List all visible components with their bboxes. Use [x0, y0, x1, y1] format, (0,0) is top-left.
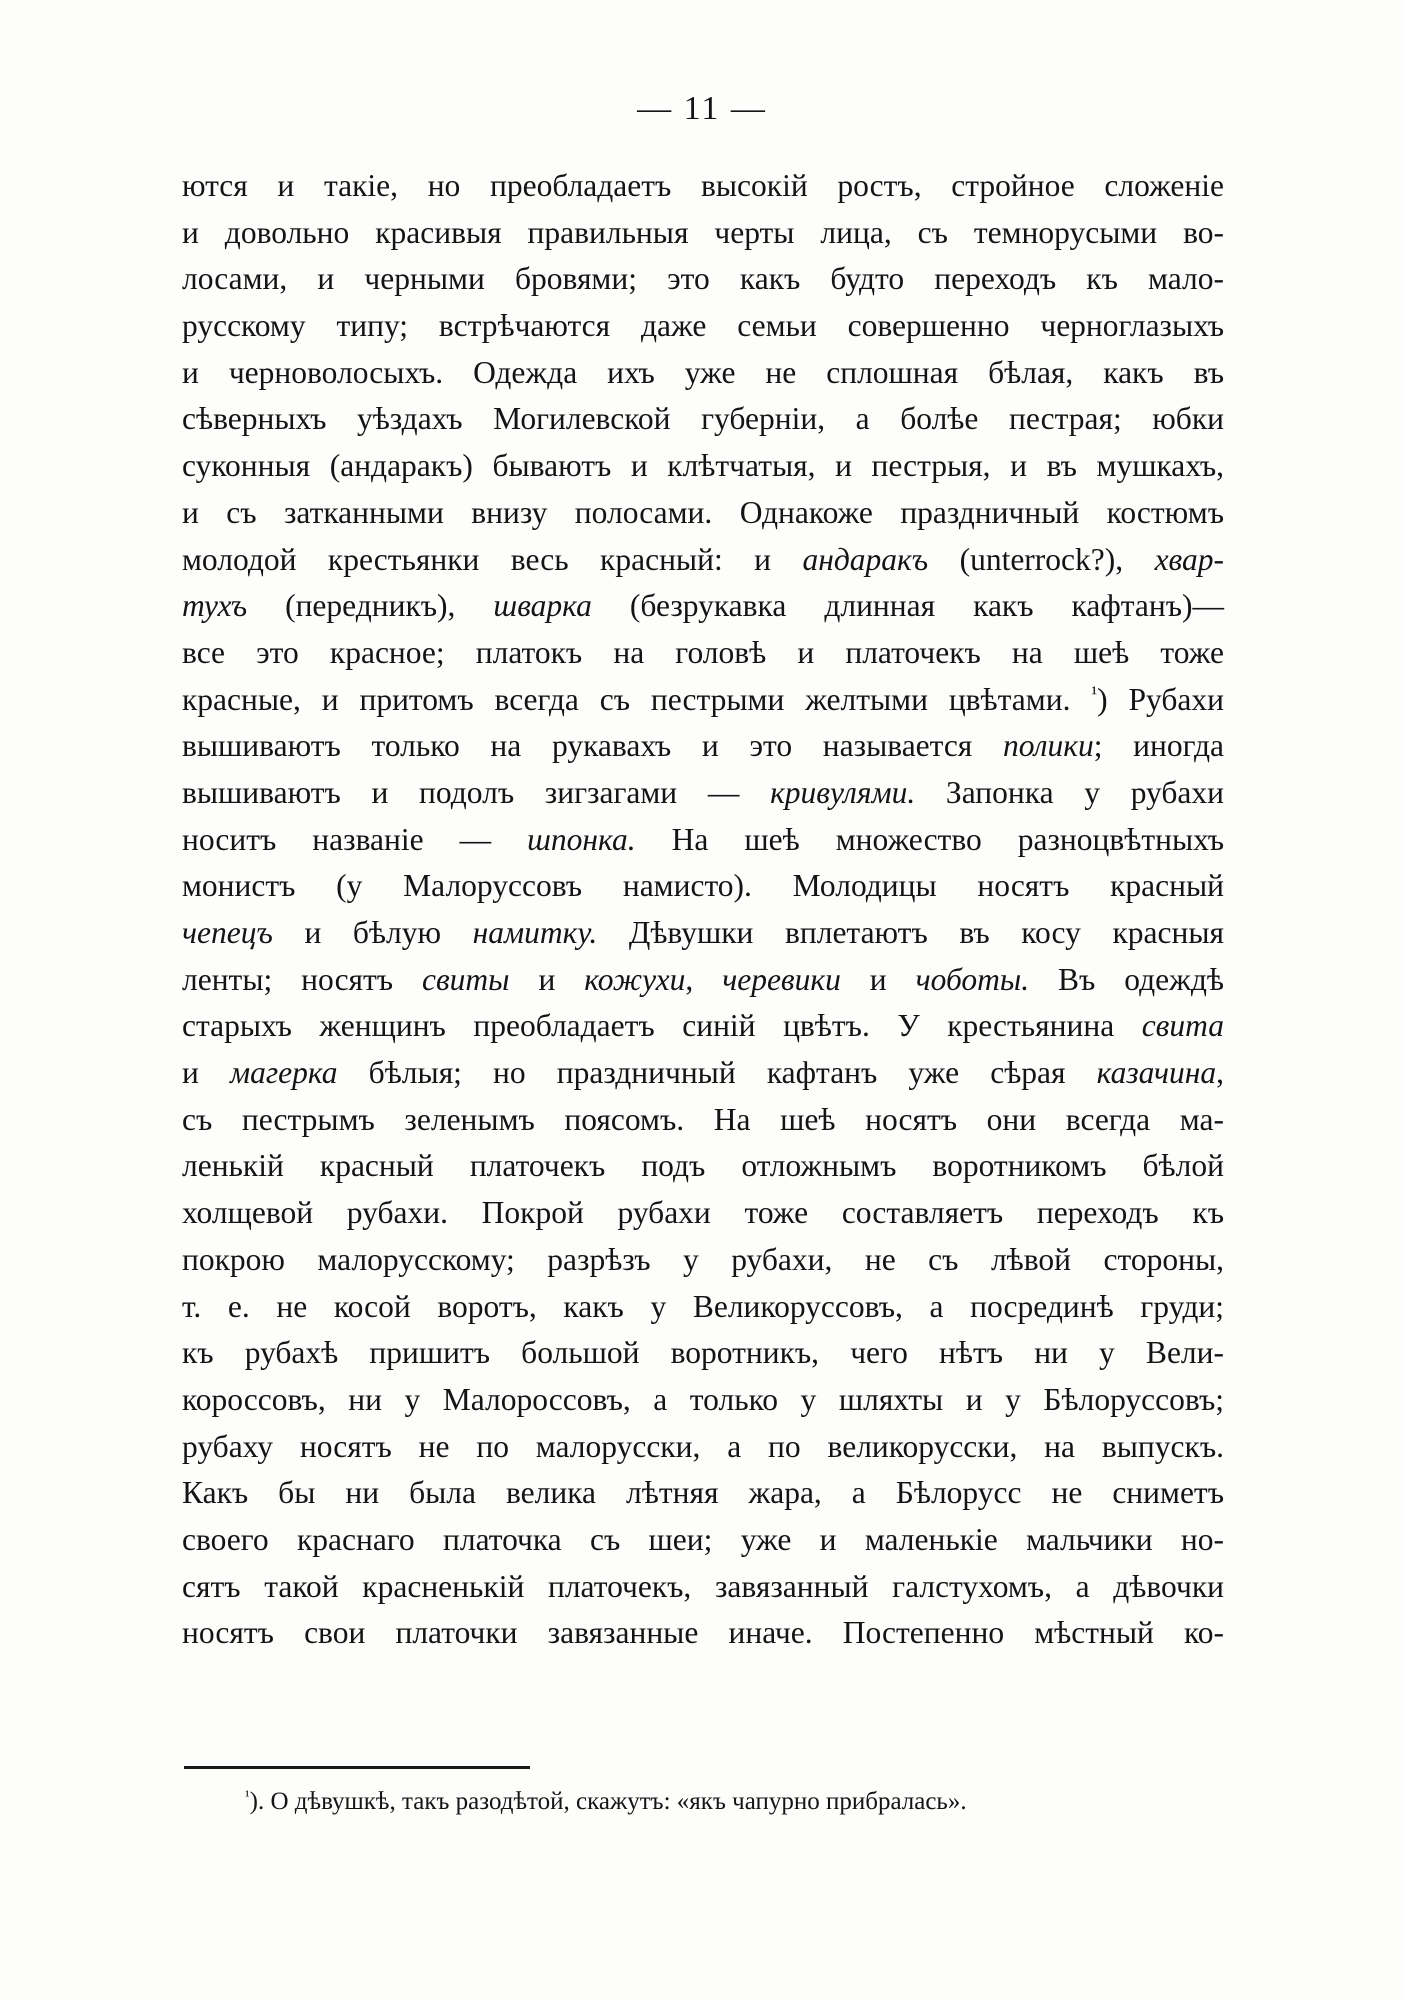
italic-term: шварка: [493, 588, 592, 624]
text-line: [182, 630, 1224, 677]
text-line: [182, 770, 1224, 817]
text-segment: (безрукавка длинная какъ кафтанъ)—: [591, 588, 1224, 624]
text-segment: Запонка у рубахи: [915, 774, 1224, 810]
text-line: [182, 396, 1224, 443]
text-line: [182, 677, 1224, 724]
text-line: [182, 1003, 1224, 1050]
text-line: [182, 537, 1224, 584]
text-segment: русскому типу; встрѣчаются даже семьи совершенно черноглазыхъ: [182, 308, 1224, 344]
text-segment: своего краснаго платочка съ шеи; уже и маленькіе мальчики но-: [182, 1521, 1224, 1557]
text-segment: суконныя (андаракъ) бываютъ и клѣтчатыя, и пестрыя, и въ мушкахъ,: [182, 448, 1224, 484]
text-line: [182, 957, 1224, 1004]
text-line: [182, 1097, 1224, 1144]
italic-term: полики: [1003, 728, 1094, 764]
text-segment: старыхъ женщинъ преобладаетъ синій цвѣтъ. У крестьянина: [182, 1008, 1142, 1044]
text-line: [182, 490, 1224, 537]
italic-term: чоботы.: [915, 961, 1030, 997]
text-segment: и: [509, 961, 585, 997]
text-segment: Дѣвушки вплетаютъ въ косу красныя: [597, 915, 1224, 950]
text-line: [182, 210, 1224, 257]
text-segment: носитъ названіе —: [182, 821, 528, 857]
italic-term: кожухи: [584, 961, 686, 997]
text-line: [182, 863, 1224, 910]
italic-term: шпонка.: [527, 821, 636, 857]
text-segment: покрою малорусскому; разрѣзъ у рубахи, не съ лѣвой стороны,: [182, 1241, 1224, 1277]
text-line: [182, 1050, 1224, 1097]
text-line: [182, 1517, 1224, 1564]
text-segment: ) Рубахи: [1097, 681, 1224, 717]
italic-term: черевики: [722, 961, 841, 997]
italic-term: свиты: [422, 961, 510, 997]
text-segment: рубаху носятъ не по малорусски, а по великорусски, на выпускъ.: [182, 1428, 1224, 1464]
text-line: [182, 163, 1224, 210]
text-line: [182, 1424, 1224, 1471]
italic-term: хвар-: [1154, 541, 1224, 577]
text-line: [182, 723, 1224, 770]
italic-term: кривулями.: [770, 774, 916, 810]
text-segment: т. е. не косой воротъ, какъ у Великоруссовъ, а посрединѣ груди;: [182, 1288, 1224, 1324]
text-segment: ленькій красный платочекъ подъ отложнымъ воротникомъ бѣлой: [182, 1148, 1224, 1184]
text-line: [182, 1284, 1224, 1331]
text-line: [182, 1330, 1224, 1377]
text-segment: къ рубахѣ пришитъ большой воротникъ, чего нѣтъ ни у Вели-: [182, 1335, 1224, 1371]
text-line: [182, 350, 1224, 397]
text-segment: сѣверныхъ уѣздахъ Могилевской губерніи, а болѣе пестрая; юбки: [182, 401, 1224, 437]
text-segment: носятъ свои платочки завязанные иначе. Постепенно мѣстный ко-: [182, 1615, 1224, 1651]
text-line: [182, 817, 1224, 864]
main-text: [182, 163, 1224, 1657]
footnote-divider: [184, 1766, 530, 1769]
italic-term: андаракъ: [802, 541, 929, 577]
text-line: [182, 1190, 1224, 1237]
text-line: [182, 256, 1224, 303]
text-segment: и бѣлую: [272, 915, 473, 950]
text-segment: и: [182, 1055, 230, 1091]
italic-term: намитку.: [472, 915, 598, 950]
text-segment: (unterrock?),: [928, 541, 1155, 577]
footnote: [245, 1785, 967, 1819]
text-segment: ,: [685, 961, 723, 997]
italic-term: тухъ: [182, 588, 248, 624]
text-segment: вышиваютъ только на рукавахъ и это называется: [182, 728, 1004, 764]
text-segment: Какъ бы ни была велика лѣтняя жара, а Бѣлорусс не сниметъ: [182, 1475, 1224, 1511]
text-segment: съ пестрымъ зеленымъ поясомъ. На шеѣ носятъ они всегда ма-: [182, 1101, 1224, 1137]
text-line: [182, 1377, 1224, 1424]
text-segment: (передникъ),: [247, 588, 494, 624]
text-segment: молодой крестьянки весь красный: и: [182, 541, 803, 577]
page-number: — 11 —: [637, 90, 767, 127]
text-segment: ленты; носятъ: [182, 961, 423, 997]
text-segment: ; иногда: [1093, 728, 1224, 764]
text-line: [182, 443, 1224, 490]
italic-term: магерка: [229, 1055, 338, 1091]
text-line: [182, 1564, 1224, 1611]
text-segment: монистъ (у Малоруссовъ намисто). Молодицы носятъ красный: [182, 868, 1224, 904]
text-segment: холщевой рубахи. Покрой рубахи тоже составляетъ переходъ къ: [182, 1195, 1224, 1231]
text-line: [182, 583, 1224, 630]
text-segment: бѣлыя; но праздничный кафтанъ уже сѣрая: [337, 1055, 1097, 1091]
text-segment: красные, и притомъ всегда съ пестрыми желтыми цвѣтами.: [182, 681, 1092, 717]
text-segment: Въ одеждѣ: [1029, 961, 1224, 997]
text-segment: вышиваютъ и подолъ зигзагами —: [182, 774, 771, 810]
text-segment: ,: [1216, 1055, 1224, 1091]
text-segment: ются и такіе, но преобладаетъ высокій ростъ, стройное сложеніе: [182, 168, 1224, 203]
text-line: [182, 1143, 1224, 1190]
text-line: [182, 910, 1224, 957]
text-segment: все это красное; платокъ на головѣ и платочекъ на шеѣ тоже: [182, 634, 1224, 670]
text-segment: и довольно красивыя правильныя черты лица, съ темнорусыми во-: [182, 214, 1224, 250]
footnote-text: ). О дѣвушкѣ, такъ разодѣтой, скажутъ: «якъ чапурно прибралась».: [249, 1788, 967, 1815]
italic-term: свита: [1141, 1008, 1224, 1044]
text-segment: На шеѣ множество разноцвѣтныхъ: [635, 821, 1224, 857]
text-line: [182, 1610, 1224, 1657]
footnote-marker: ¹: [245, 1787, 250, 1805]
text-line: [182, 1237, 1224, 1284]
text-line: [182, 303, 1224, 350]
text-segment: и черноволосыхъ. Одежда ихъ уже не сплошная бѣлая, какъ въ: [182, 354, 1224, 390]
text-segment: короссовъ, ни у Малороссовъ, а только у шляхты и у Бѣлоруссовъ;: [182, 1381, 1224, 1417]
text-segment: и съ затканными внизу полосами. Однакоже праздничный костюмъ: [182, 494, 1224, 530]
text-line: [182, 1470, 1224, 1517]
italic-term: чепецъ: [182, 915, 273, 950]
text-segment: сятъ такой красненькій платочекъ, завязанный галстухомъ, а дѣвочки: [182, 1568, 1224, 1604]
footnote-reference: ¹: [1091, 682, 1098, 704]
text-segment: лосами, и черными бровями; это какъ будто переходъ къ мало-: [182, 261, 1224, 297]
text-segment: и: [840, 961, 916, 997]
italic-term: казачина: [1096, 1055, 1217, 1091]
